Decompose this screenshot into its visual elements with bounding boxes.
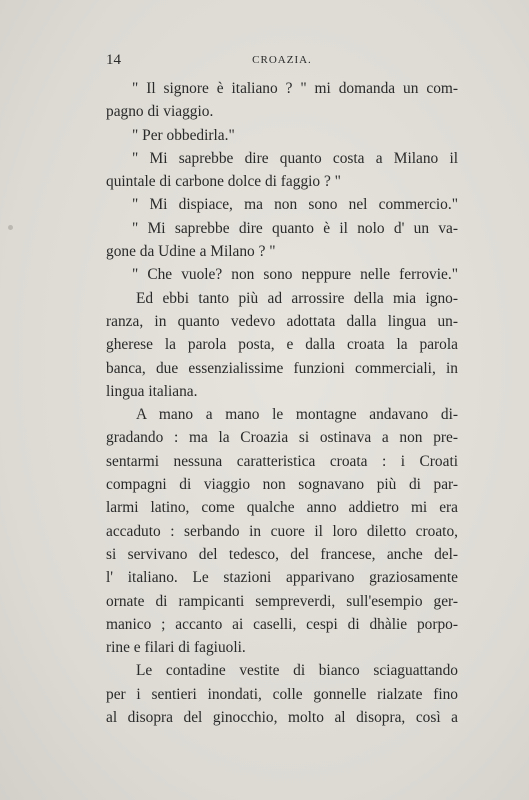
text-line: " Mi saprebbe dire quanto è il nolo d' un va- xyxy=(132,219,458,237)
page-header xyxy=(106,52,458,70)
text-line: " Il signore è italiano ? " mi domanda un com- xyxy=(132,80,458,97)
text-line: " Per obbedirla." xyxy=(132,126,235,144)
text-line: accaduto : serbando in cuore il loro diletto croato, xyxy=(106,522,458,540)
page-smudge xyxy=(8,225,13,230)
text-line: larmi latino, come qualche anno addietro mi era xyxy=(106,499,458,517)
text-line: quintale di carbone dolce di faggio ? " xyxy=(106,173,341,191)
text-line: banca, due essenzialissime funzioni commerciali, in xyxy=(106,359,458,377)
running-head: CROAZIA. xyxy=(252,54,312,66)
text-line: ornate di rampicanti sempreverdi, sull'esempio ger- xyxy=(106,592,458,610)
text-line: Le contadine vestite di bianco sciaguattando xyxy=(136,662,458,680)
text-line: pagno di viaggio. xyxy=(106,103,214,121)
text-line: manico ; accanto ai caselli, cespi di dhàlie porpo- xyxy=(106,615,458,633)
text-line: gradando : ma la Croazia si ostinava a non pre- xyxy=(106,429,458,447)
text-line: al disopra del ginocchio, molto al disopra, così a xyxy=(106,709,458,727)
text-line: rine e filari di fagiuoli. xyxy=(106,639,246,657)
text-line: gherese la parola posta, e dalla croata la parola xyxy=(106,336,458,354)
page-number: 14 xyxy=(106,52,121,68)
text-line: " Mi saprebbe dire quanto costa a Milano il xyxy=(132,149,458,167)
text-line: A mano a mano le montagne andavano di- xyxy=(136,406,458,424)
text-line: per i sentieri inondati, colle gonnelle rialzate fino xyxy=(106,685,458,703)
text-line: l' italiano. Le stazioni apparivano graziosamente xyxy=(106,569,458,587)
text-line: Ed ebbi tanto più ad arrossire della mia igno- xyxy=(136,289,458,307)
body-text xyxy=(106,77,458,729)
text-line: si servivano del tedesco, del francese, anche del- xyxy=(106,545,458,563)
text-line: sentarmi nessuna caratteristica croata : i Croati xyxy=(106,452,458,470)
text-line: lingua italiana. xyxy=(106,382,198,400)
text-line: " Mi dispiace, ma non sono nel commercio." xyxy=(132,196,458,214)
text-line: " Che vuole? non sono neppure nelle ferrovie." xyxy=(132,266,458,284)
text-line: compagni di viaggio non sognavano più di par- xyxy=(106,476,458,494)
text-line: ranza, in quanto vedevo adottata dalla lingua un- xyxy=(106,312,458,330)
text-line: gone da Udine a Milano ? " xyxy=(106,243,276,261)
